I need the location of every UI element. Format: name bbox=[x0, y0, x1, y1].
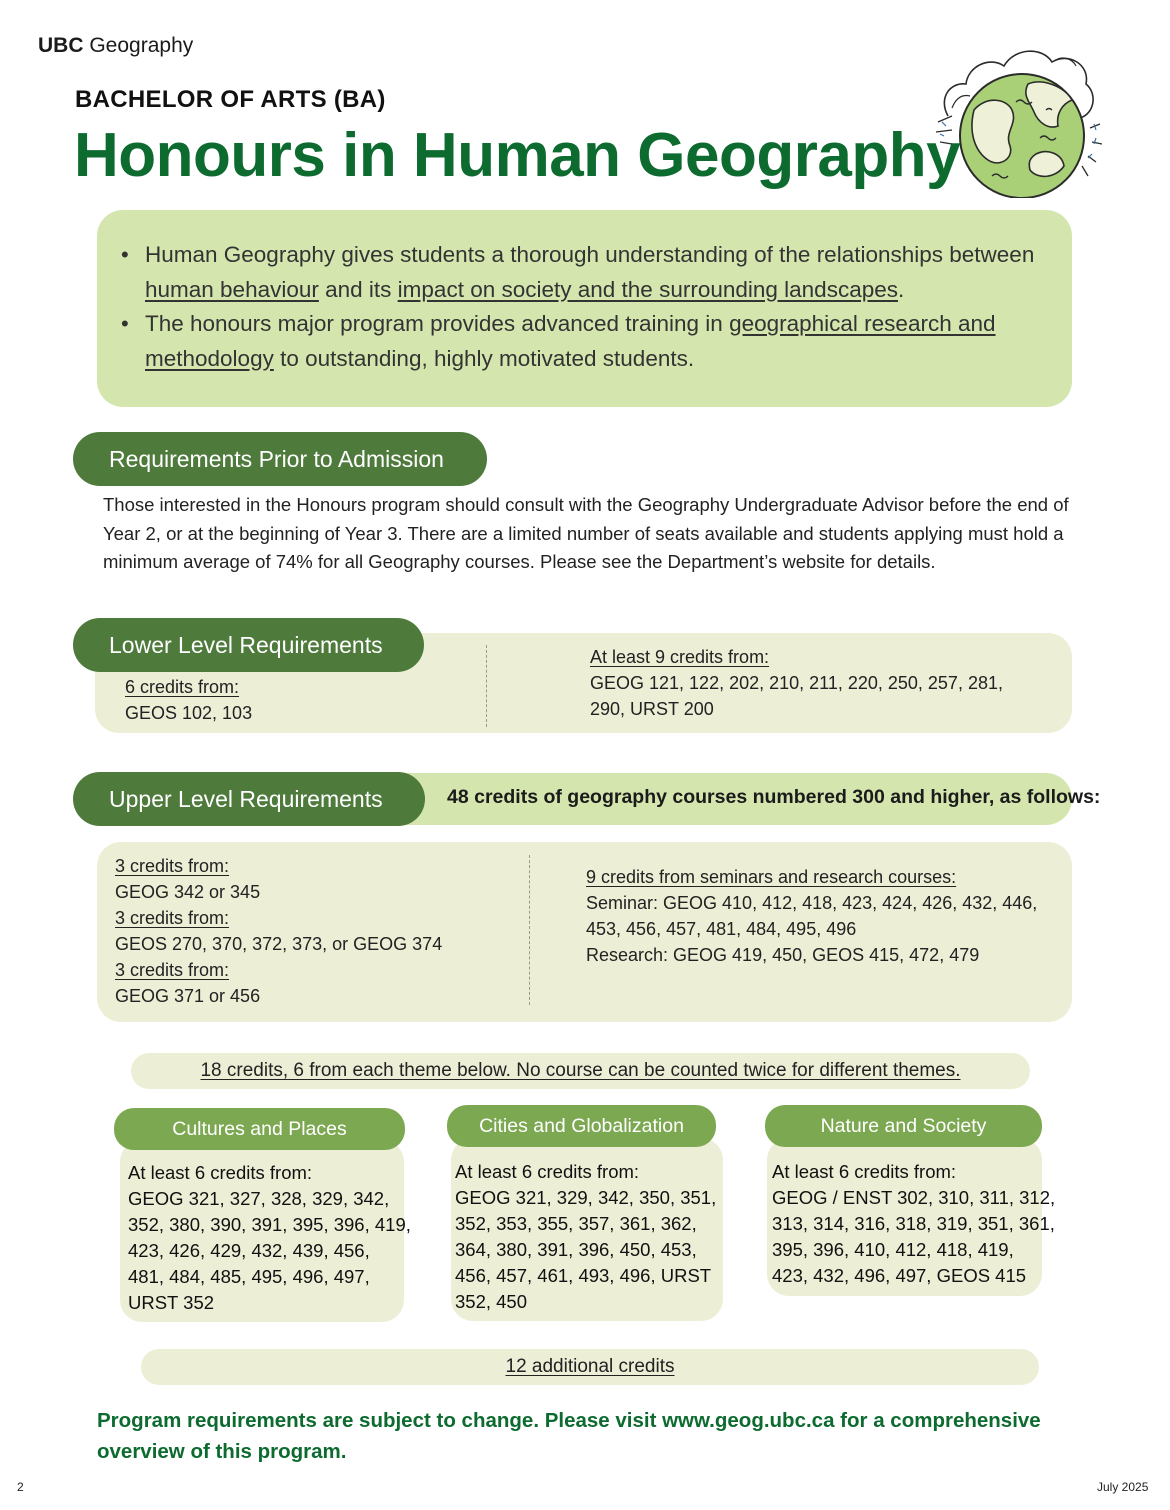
upper-right-label: 9 credits from seminars and research courses: bbox=[586, 867, 957, 887]
upper-right-block bbox=[586, 864, 1037, 968]
brand-logo-text bbox=[38, 34, 193, 58]
program-change-note bbox=[97, 1405, 1077, 1467]
prior-admission-heading: Requirements Prior to Admission bbox=[73, 432, 487, 486]
brand-ubc: UBC bbox=[38, 34, 84, 57]
lower-right-block bbox=[590, 644, 1003, 722]
upper-left-courses: GEOG 371 or 456 bbox=[115, 986, 261, 1006]
theme-label: At least 6 credits from: bbox=[772, 1161, 957, 1182]
theme-course-line: 352, 450 bbox=[455, 1291, 528, 1312]
theme-course-line: GEOG 321, 329, 342, 350, 351, bbox=[455, 1187, 717, 1208]
program-change-note-line: overview of this program. bbox=[97, 1440, 347, 1463]
upper-left-courses: GEOS 270, 370, 372, 373, or GEOG 374 bbox=[115, 934, 443, 954]
theme-course-line: 423, 432, 496, 497, GEOS 415 bbox=[772, 1265, 1027, 1286]
globe-illustration-icon bbox=[930, 38, 1102, 198]
theme-course-line: 364, 380, 391, 396, 450, 453, bbox=[455, 1239, 697, 1260]
theme-heading-cities: Cities and Globalization bbox=[447, 1105, 716, 1147]
theme-course-line: GEOG 321, 327, 328, 329, 342, bbox=[128, 1188, 390, 1209]
additional-credits-strip bbox=[141, 1349, 1039, 1385]
lower-right-courses-line: GEOG 121, 122, 202, 210, 211, 220, 250, 257, 281, bbox=[590, 673, 1003, 693]
lower-level-heading: Lower Level Requirements bbox=[73, 618, 424, 672]
research-courses-line: Research: GEOG 419, 450, GEOS 415, 472, 479 bbox=[586, 945, 980, 965]
lower-left-courses: GEOS 102, 103 bbox=[125, 703, 253, 723]
theme-label: At least 6 credits from: bbox=[455, 1161, 640, 1182]
upper-left-courses: GEOG 342 or 345 bbox=[115, 882, 261, 902]
upper-level-heading: Upper Level Requirements bbox=[73, 772, 425, 826]
upper-left-block bbox=[115, 853, 442, 1009]
theme-course-line: URST 352 bbox=[128, 1292, 215, 1313]
page-title: Honours in Human Geography bbox=[74, 121, 961, 190]
theme-course-line: 423, 426, 429, 432, 439, 456, bbox=[128, 1240, 370, 1261]
seminar-courses-line: 453, 456, 457, 481, 484, 495, 496 bbox=[586, 919, 857, 939]
program-change-note-line: Program requirements are subject to change. Please visit www.geog.ubc.ca for a comprehensive bbox=[97, 1409, 1041, 1432]
intro-bullet: • Human Geography gives students a thorough understanding of the relationships between human behaviour and its impact on society and the surrounding landscapes. bbox=[145, 238, 1048, 307]
upper-left-label: 3 credits from: bbox=[115, 960, 230, 980]
intro-bullet: • The honours major program provides advanced training in geographical research and methodology to outstanding, highly motivated students. bbox=[145, 307, 1048, 376]
lower-right-courses-line: 290, URST 200 bbox=[590, 699, 714, 719]
upper-divider bbox=[529, 855, 530, 1005]
theme-label: At least 6 credits from: bbox=[128, 1162, 313, 1183]
page-date: July 2025 bbox=[1097, 1480, 1149, 1494]
theme-text-nature bbox=[772, 1159, 1055, 1289]
theme-text-cities bbox=[455, 1159, 716, 1315]
theme-course-line: 352, 353, 355, 357, 361, 362, bbox=[455, 1213, 697, 1234]
upper-level-caption: 48 credits of geography courses numbered 300 and higher, as follows: bbox=[447, 786, 1101, 808]
theme-course-line: 352, 380, 390, 391, 395, 396, 419, bbox=[128, 1214, 411, 1235]
theme-course-line: 395, 396, 410, 412, 418, 419, bbox=[772, 1239, 1014, 1260]
theme-text-cultures bbox=[128, 1160, 411, 1316]
theme-course-line: 313, 314, 316, 318, 319, 351, 361, bbox=[772, 1213, 1055, 1234]
theme-heading-nature: Nature and Society bbox=[765, 1105, 1042, 1147]
theme-course-line: GEOG / ENST 302, 310, 311, 312, bbox=[772, 1187, 1056, 1208]
research-methodology-link[interactable]: geographical research and methodology bbox=[145, 311, 996, 371]
seminar-courses-line: Seminar: GEOG 410, 412, 418, 423, 424, 426, 432, 446, bbox=[586, 893, 1038, 913]
additional-credits-text: 12 additional credits bbox=[505, 1356, 675, 1377]
themes-note-strip bbox=[131, 1053, 1030, 1089]
page-number: 2 bbox=[17, 1480, 24, 1494]
lower-divider bbox=[486, 645, 487, 727]
brand-geography: Geography bbox=[89, 34, 194, 57]
intro-bullet-list bbox=[145, 238, 1048, 376]
prior-admission-text: Those interested in the Honours program should consult with the Geography Undergraduate Advisor before the end of Year 2, or at the beginning of Year 3. There are a limited number of seats available and students applying must hold a minimum average of 74% for all Geography courses. Please see the Department’s website for details. bbox=[103, 494, 1069, 573]
theme-course-line: 481, 484, 485, 495, 496, 497, bbox=[128, 1266, 370, 1287]
upper-left-label: 3 credits from: bbox=[115, 856, 230, 876]
lower-right-label: At least 9 credits from: bbox=[590, 647, 770, 667]
theme-course-line: 456, 457, 461, 493, 496, URST bbox=[455, 1265, 712, 1286]
lower-left-block bbox=[125, 674, 252, 726]
lower-left-label: 6 credits from: bbox=[125, 677, 240, 697]
human-behaviour-link[interactable]: human behaviour bbox=[145, 276, 319, 302]
impact-link[interactable]: impact on society and the surrounding landscapes bbox=[397, 276, 898, 302]
intro-panel bbox=[97, 210, 1072, 407]
theme-heading-cultures: Cultures and Places bbox=[114, 1108, 405, 1150]
degree-subtitle: BACHELOR OF ARTS (BA) bbox=[75, 86, 386, 113]
upper-left-label: 3 credits from: bbox=[115, 908, 230, 928]
themes-note-text: 18 credits, 6 from each theme below. No course can be counted twice for different themes. bbox=[200, 1060, 961, 1081]
